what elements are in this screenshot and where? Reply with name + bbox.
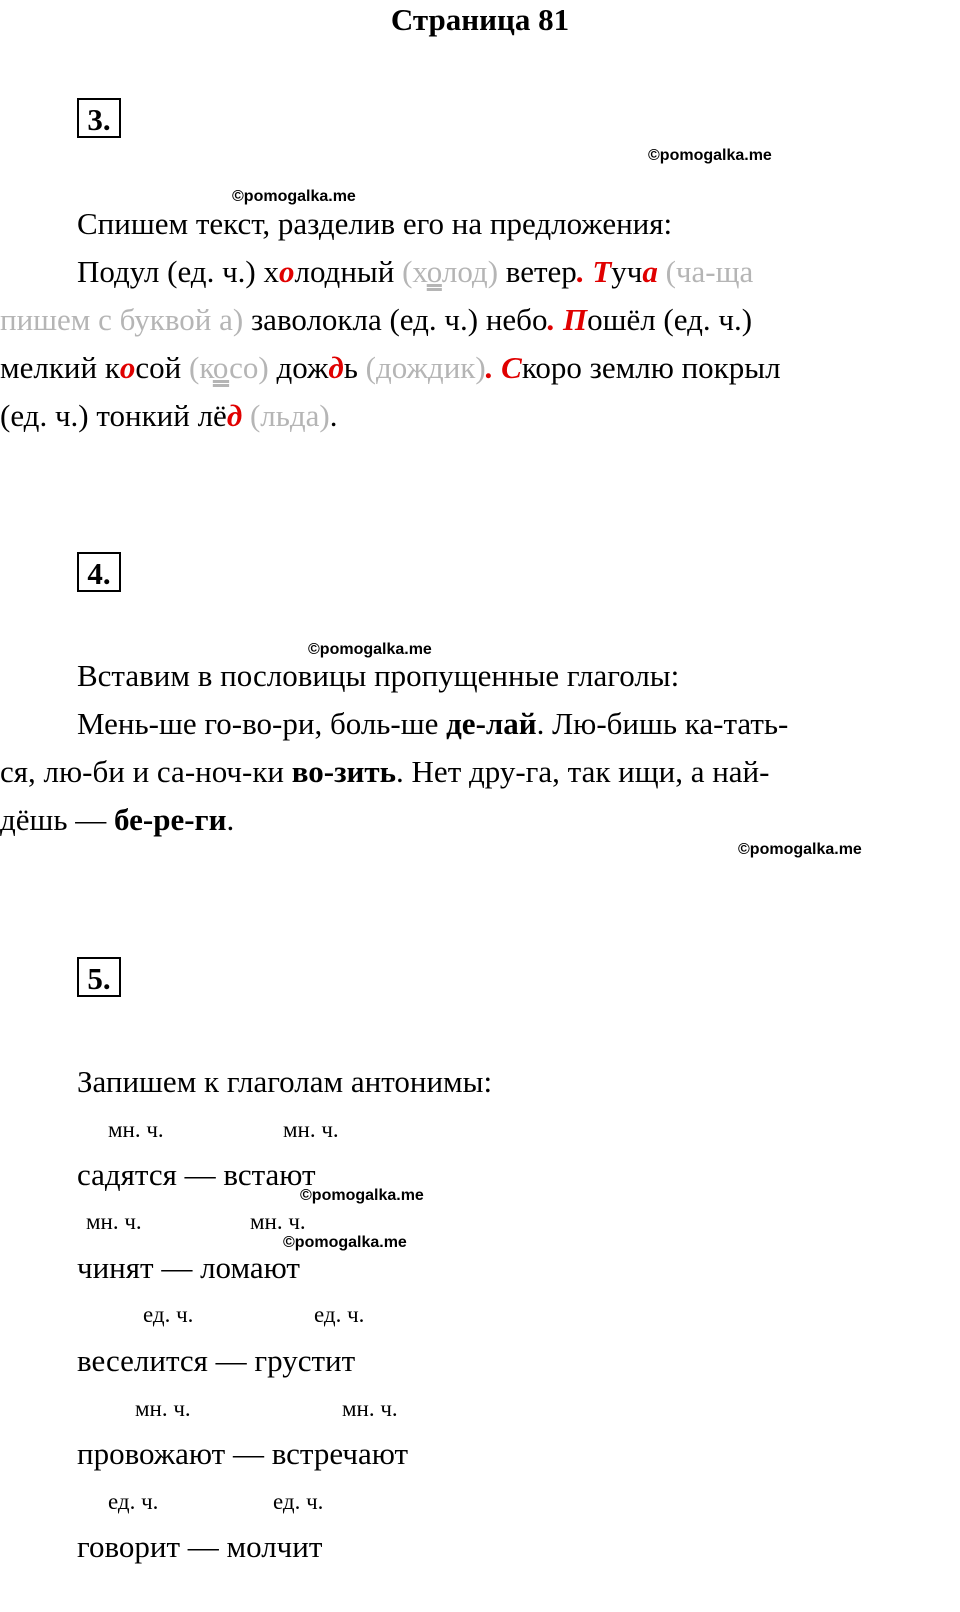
number-label: мн. ч. xyxy=(342,1396,398,1421)
task-3-line-1: Подул (ед. ч.) холодный (холод) ветер. Туча (ча-ща xyxy=(77,254,754,289)
task-3-text xyxy=(0,200,960,440)
page-title: Страница 81 xyxy=(390,2,570,37)
number-label: мн. ч. xyxy=(108,1117,164,1142)
watermark: ©pomogalka.me xyxy=(308,641,432,658)
antonym-pair: веселится — грустит xyxy=(77,1343,356,1378)
number-label: ед. ч. xyxy=(314,1302,365,1327)
number-label: ед. ч. xyxy=(108,1489,159,1514)
antonym-pair: говорит — молчит xyxy=(77,1529,323,1564)
task-3-number: 3. xyxy=(77,98,121,138)
antonym-pair: провожают — встречают xyxy=(77,1436,408,1471)
task-4-intro: Вставим в пословицы пропущенные глаголы: xyxy=(77,658,680,693)
number-label: мн. ч. xyxy=(250,1209,306,1234)
antonym-pair: садятся — встают xyxy=(77,1157,316,1192)
task-3-line-3: мелкий косой (косо) дождь (дождик). Скоро землю покрыл xyxy=(0,350,781,385)
task-3-line-2: пишем с буквой а) заволокла (ед. ч.) небо. Пошёл (ед. ч.) xyxy=(0,302,753,337)
number-label: мн. ч. xyxy=(86,1209,142,1234)
number-label: мн. ч. xyxy=(283,1117,339,1142)
task-4-number: 4. xyxy=(77,552,121,592)
task-3-line-4: (ед. ч.) тонкий лёд (льда). xyxy=(0,398,338,433)
task-4-line-2: ся, лю-би и са-ноч-ки во-зить. Нет дру-га, так ищи, а най- xyxy=(0,754,770,789)
task-4-line-1: Мень-ше го-во-ри, боль-ше де-лай. Лю-бишь ка-тать- xyxy=(77,706,789,741)
task-5-number: 5. xyxy=(77,957,121,997)
task-4-line-3: дёшь — бе-ре-ги. xyxy=(0,802,235,837)
watermark: ©pomogalka.me xyxy=(648,147,772,164)
watermark: ©pomogalka.me xyxy=(283,1234,407,1251)
watermark: ©pomogalka.me xyxy=(300,1187,424,1204)
antonym-pair: чинят — ломают xyxy=(77,1250,300,1285)
number-label: ед. ч. xyxy=(143,1302,194,1327)
task-5-intro: Запишем к глаголам антонимы: xyxy=(77,1064,493,1099)
watermark: ©pomogalka.me xyxy=(232,188,356,205)
task-4-text xyxy=(0,652,960,844)
task-3-intro: Спишем текст, разделив его на предложения: xyxy=(77,206,673,241)
number-label: мн. ч. xyxy=(135,1396,191,1421)
number-label: ед. ч. xyxy=(273,1489,324,1514)
watermark: ©pomogalka.me xyxy=(738,841,862,858)
